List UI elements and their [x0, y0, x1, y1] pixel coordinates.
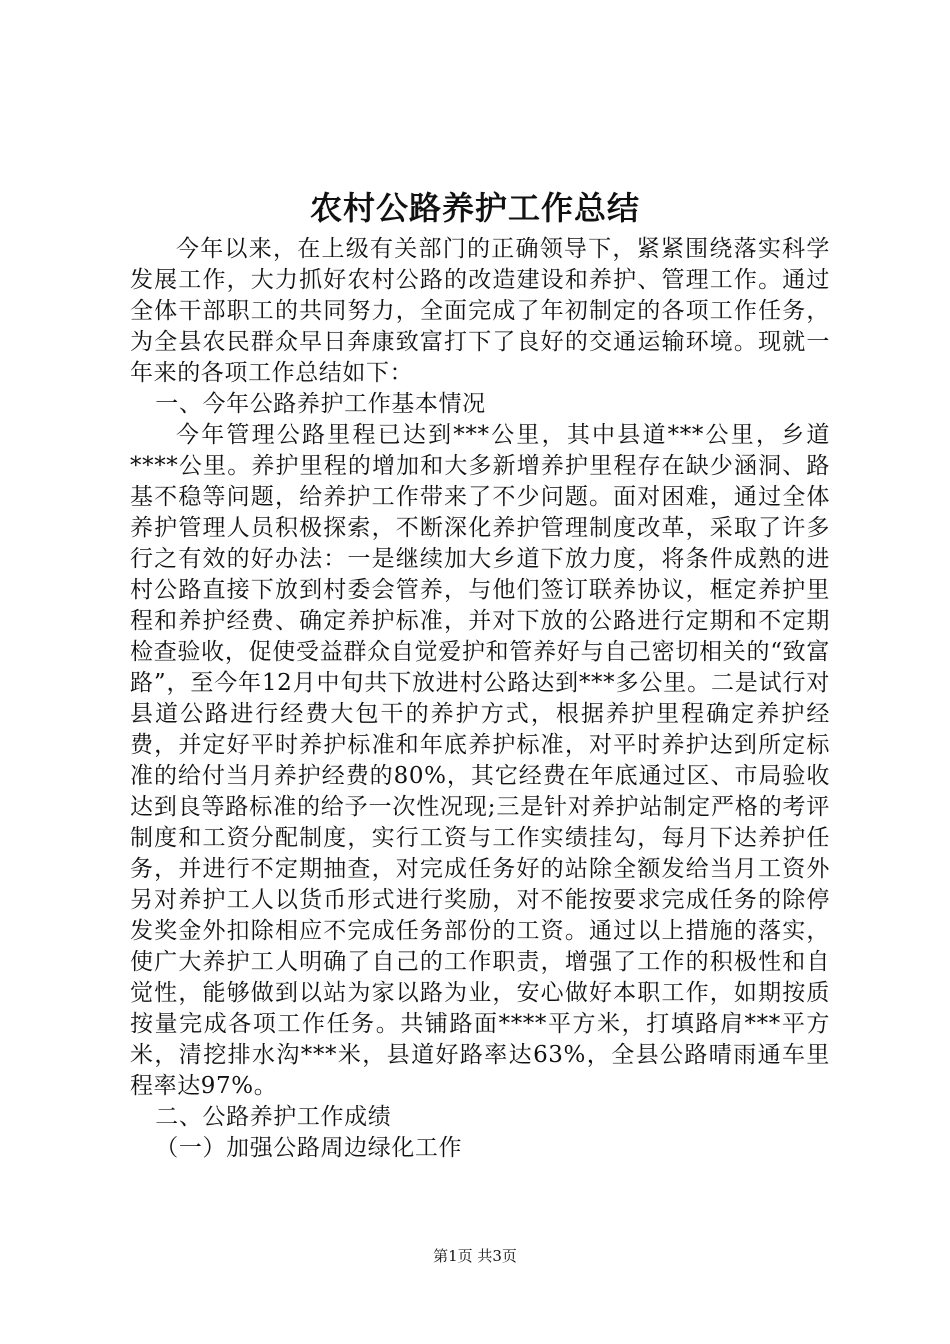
document-body — [130, 234, 830, 1164]
section-heading-2: 二、公路养护工作成绩 — [155, 1104, 392, 1130]
section-1-paragraph: 今年管理公路里程已达到***公里，其中县道***公里，乡道****公里。养护里程的增加和大多新增养护里程存在缺少涵洞、路基不稳等问题，给养护工作带来了不少问题。面对困难，通过全体养护管理人员积极探索，不断深化养护管理制度改革，采取了许多行之有效的好办法：一是继续加大乡道下放力度，将条件成熟的进村公路直接下放到村委会管养，与他们签订联养协议，框定养护里程和养护经费、确定养护标准，并对下放的公路进行定期和不定期检查验收，促使受益群众自觉爱护和管养好与自己密切相关的“致富路”，至今年12月中旬共下放进村公路达到***多公里。二是试行对县道公路进行经费大包干的养护方式，根据养护里程确定养护经费，并定好平时养护标准和年底养护标准，对平时养护达到所定标准的给付当月养护经费的80%，其它经费在年底通过区、市局验收达到良等路标准的给予一次性况现;三是针对养护站制定严格的考评制度和工资分配制度，实行工资与工作实绩挂勾，每月下达养护任务，并进行不定期抽查，对完成任务好的站除全额发给当月工资外另对养护工人以货币形式进行奖励，对不能按要求完成任务的除停发奖金外扣除相应不完成任务部份的工资。通过以上措施的落实，使广大养护工人明确了自己的工作职责，增强了工作的积极性和自觉性，能够做到以站为家以路为业，安心做好本职工作，如期按质按量完成各项工作任务。共铺路面****平方米，打填路肩***平方米，清挖排水沟***米，县道好路率达63%，全县公路晴雨通车里程率达97%。 — [130, 422, 830, 1099]
document-title: 农村公路养护工作总结 — [309, 189, 640, 227]
intro-paragraph: 今年以来，在上级有关部门的正确领导下，紧紧围绕落实科学发展工作，大力抓好农村公路的改造建设和养护、管理工作。通过全体干部职工的共同努力，全面完成了年初制定的各项工作任务，为全县农民群众早日奔康致富打下了良好的交通运输环境。现就一年来的各项工作总结如下： — [130, 236, 830, 386]
section-heading-1: 一、今年公路养护工作基本情况 — [155, 391, 486, 417]
page-number: 第1页 共3页 — [433, 1247, 517, 1265]
subsection-heading-1: （一）加强公路周边绿化工作 — [155, 1135, 463, 1161]
